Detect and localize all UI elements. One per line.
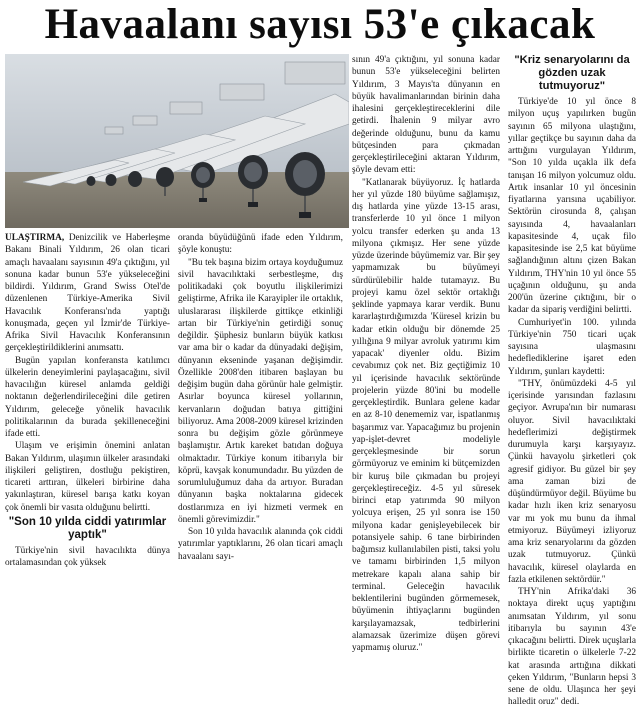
paragraph: Cumhuriyet'in 100. yılında Türkiye'nin 750 ticari uçak sayısına ulaşmasını hedeflediklerine işaret eden Yıldırım, şunları kaydetti: <box>508 317 636 377</box>
paragraph: Bugün yapılan konferansta katılımcı ülkelerin deneyimlerini paylaşacağını, sivil havacılığın küresel anlamda geldiği noktanın değerlendirileceğini dile getiren Yıldırım, geleceğe yönelik havacılık politikalarının da burada şekilleneceğini ifade etti. <box>5 355 170 439</box>
paragraph: sının 49'a çıktığını, yıl sonuna kadar bunun 53'e yükseleceğini belirten Yıldırım, 3 Mayıs'ta dünyanın en büyük havalimanlarından birinin daha ihalesini gerçekleştireceklerini dile getirdi. İhalenin 9 milyar avro değerinde olduğunu, bunu da kamu bütçesinden para çıkmadan gerçekleştirileceğini aktaran Yıldırım, şöyle devam etti: <box>352 55 500 176</box>
article-column-2 <box>178 232 343 563</box>
paragraph: oranda büyüdüğünü ifade eden Yıldırım, şöyle konuştu: <box>178 233 343 256</box>
paragraph: Son 10 yılda havacılık alanında çok ciddi yatırımlar yaptıklarını, 26 olan ticari amaçlı havaalanı sayı- <box>178 527 343 562</box>
paragraph: "Bu tek başına bizim ortaya koyduğumuz sivil havacılıktaki serbestleşme, dış politikadaki çok boyutlu ilişkilerimizi geliştirme, Afrika ile Karayipler ile ortaklık, uluslararası ilişkilerde gittikçe etkinliği artan bir Türkiye'nin getirdiği sonuç değildir. Şüphesiz bunların büyük katkısı var ama bir o kadar da dünyadaki değişim, dünyanın ekseninde yaşanan değişimdir. Özellikle 2008'den itibaren başlayan bu değişim bugün daha görünür hale gelmiştir. Asırlar boyunca küresel yollarının, kervanların doğudan batıya gittiğini biliyoruz. Ama 2008-2009 küresel krizinden sonra bu değişim gözle görünmeye başlamıştır. Artık kareket batıdan doğuya olmaktadır. Türkiye konum itibarıyla bir köprü, kavşak konumundadır. Bu yüzden de sorumluluğumuz daha da artıyor. Buradan dünyanın başka noktalarına gidecek dostlarımıza en iyi hizmeti vermek en önemli görevimizdir." <box>178 257 343 525</box>
paragraph: Türkiye'de 10 yıl önce 8 milyon uçuş yapılırken bugün sayının 65 milyona ulaştığını, yıllar geçtikçe bu sayının daha da arttığını vurgulayan Yıldırım, "Son 10 yılda uçakla ilk defa tanışan 16 milyon yolcumuz oldu. Artık insanlar 10 yıl öncesinin fiyatlarına yarısına uçabiliyor. Sektörün cirosunda 8, çalışan sayısında 4, havaalanları kapasitesinde 4, uçak filo kapasitesinde ise 2,5 kat büyüme sağlandığının altını çizen Bakan Yıldırım, THY'nin 10 yıl önce 55 uçağının olduğunu, şu anda 200'ün üzerine çıktığını, bir o kadar da sipariş verdiğini belirtti. <box>508 97 636 316</box>
article-column-1 <box>5 232 170 569</box>
article-column-4 <box>508 54 636 709</box>
subheading: "Kriz senaryolarını da gözden uzak tutmuyoruz" <box>514 54 630 92</box>
paragraph: Denizcilik ve Haberleşme Bakanı Binali Yıldırım, 26 olan ticari amaçlı havaalanı sayısının 49'a çıktığını, yıl sonuna kadar bunun 53'e yükseleceğini bildirdi. Yıldırım, Grand Swiss Otel'de düzenlenen Türkiye-Amerika Sivil Havacılık Konferansı'nda yaptığı konuşmada, geçen yıl İzmir'de Türkiye-Afrika Sivil Havacılık Konferansının gerçekleştirildiklerini anımsattı. <box>5 233 170 354</box>
paragraph: Türkiye'nin sivil havacılıkta dünya ortalamasından çok yüksek <box>5 545 170 568</box>
headline: Havaalanı sayısı 53'e çıkacak <box>44 1 596 48</box>
paragraph: "Katlanarak büyüyoruz. İç hatlarda her yıl yüzde 180 büyüme sağlamışız, dış hatlarda yine yüzde 13-15 arası, transferlerde 10 yıl önce 1 milyon yolcu transfer ederken şu anda 13 milyona çıkmışız. Her sene yüzde yüzde üzerinde büyümemiz var. Bir şey yapmamızak bu büyümeyi sürdürülebilir halde tutamayız. Bu projeyi kamu özel sektör ortaklığı şeklinde yapmaya karar verdik. Bunu kararlaştırdığımızda 'Küresel krizin bu kadar etkin olduğu bir dönemde 25 yıllığına 9 milyar avroluk yatırımı kim yapacak' diyenler oldu. Bizim cevabımız çok net. Biz geçtiğimiz 10 yıl içerisinde havacılık sektöründe projelerin yüzde 80'ini bu modelle gerçekleştirdik. Bunlara gelene kadar en az 8-10 denememiz var, ispatlanmış başarımız var. Yapacağımız bu projenin yap-işlet-devret modeliyle gerçekleşmesinde bir sorun görmüyoruz ve eminim ki bütçemizden bir kuruş bile çıkmadan bu projeyi gerçekleştireceğiz. 4-5 yıl süresek birinci etap yatırımda 90 milyon yolcuya erişen, 25 yıl sonra ise 150 milyona kadar genişleyebilecek bir potansiyele sahip. 6 tane birbirinden bağımsız kullanılabilen pisti, taksi yolu ve tamamı birbirinden 1,5 milyon metrekare kapalı alana sahip bir terminal. Geleceğin havacılık beklentilerini bugünden görmemesek, büyümenin ihtiyaçlarını bugünden karşılayamazsak, tedbirlerini alamazsak üzerimize düşen görevi yapmamış oluruz." <box>352 177 500 653</box>
dateline: ULAŞTIRMA, <box>5 233 65 243</box>
airplane-row-image <box>5 54 349 228</box>
paragraph: THY'nin Afrika'daki 36 noktaya direkt uçuş yaptığını anımsatan Yıldırım, yıl sonu itibarıyla bu sayının 43'e çıkacağını belirtti. Direk uçuşlarla birlikte ticaretin o ülkelerle 7-22 kat arasında arttığına dikkati çeken Yıldırım, "Bunların hepsi 3 sene de oldu. Ulaşınca her şeyi halledit oruz" dedi. <box>508 587 636 708</box>
subheading: "Son 10 yılda ciddi yatırımlar yaptık" <box>8 515 167 541</box>
article-column-3 <box>352 54 500 654</box>
paragraph: Ulaşım ve erişimin önemini anlatan Bakan Yıldırım, ulaşımın ülkeler arasındaki ilişkileri geliştiren, dostluğu pekiştiren, ticareti arttıran, ülkeleri birbirine daha yakınlaştıran, küresel barışa katkı koyan çok önemli bir vasıta olduğunu belirtti. <box>5 441 170 513</box>
paragraph: "THY, önümüzdeki 4-5 yıl içerisinde yarısından fazlasını geçiyor. Avrupa'nın bir numarası oluyor. Sivil havacılıktaki hedeflerimizi değiştirmek durumuyla karşı karşıyayız. Çünkü havayolu şirketleri çok agresif gidiyor. Bu güzel bir şey ama zaman bizi de düşündürmüyor değil. Büyüme bu kadar hızlı iken kriz senaryosu var mı yok mu bunu da ihmal etmiyoruz. Büyümeyi izliyoruz ama kriz senaryolarını da gözden uzak tutmuyoruz. Çünkü havacılık, küresel olaylarda en fazla etkilenen sektördür." <box>508 378 636 585</box>
airplane-row-photo <box>5 54 349 228</box>
